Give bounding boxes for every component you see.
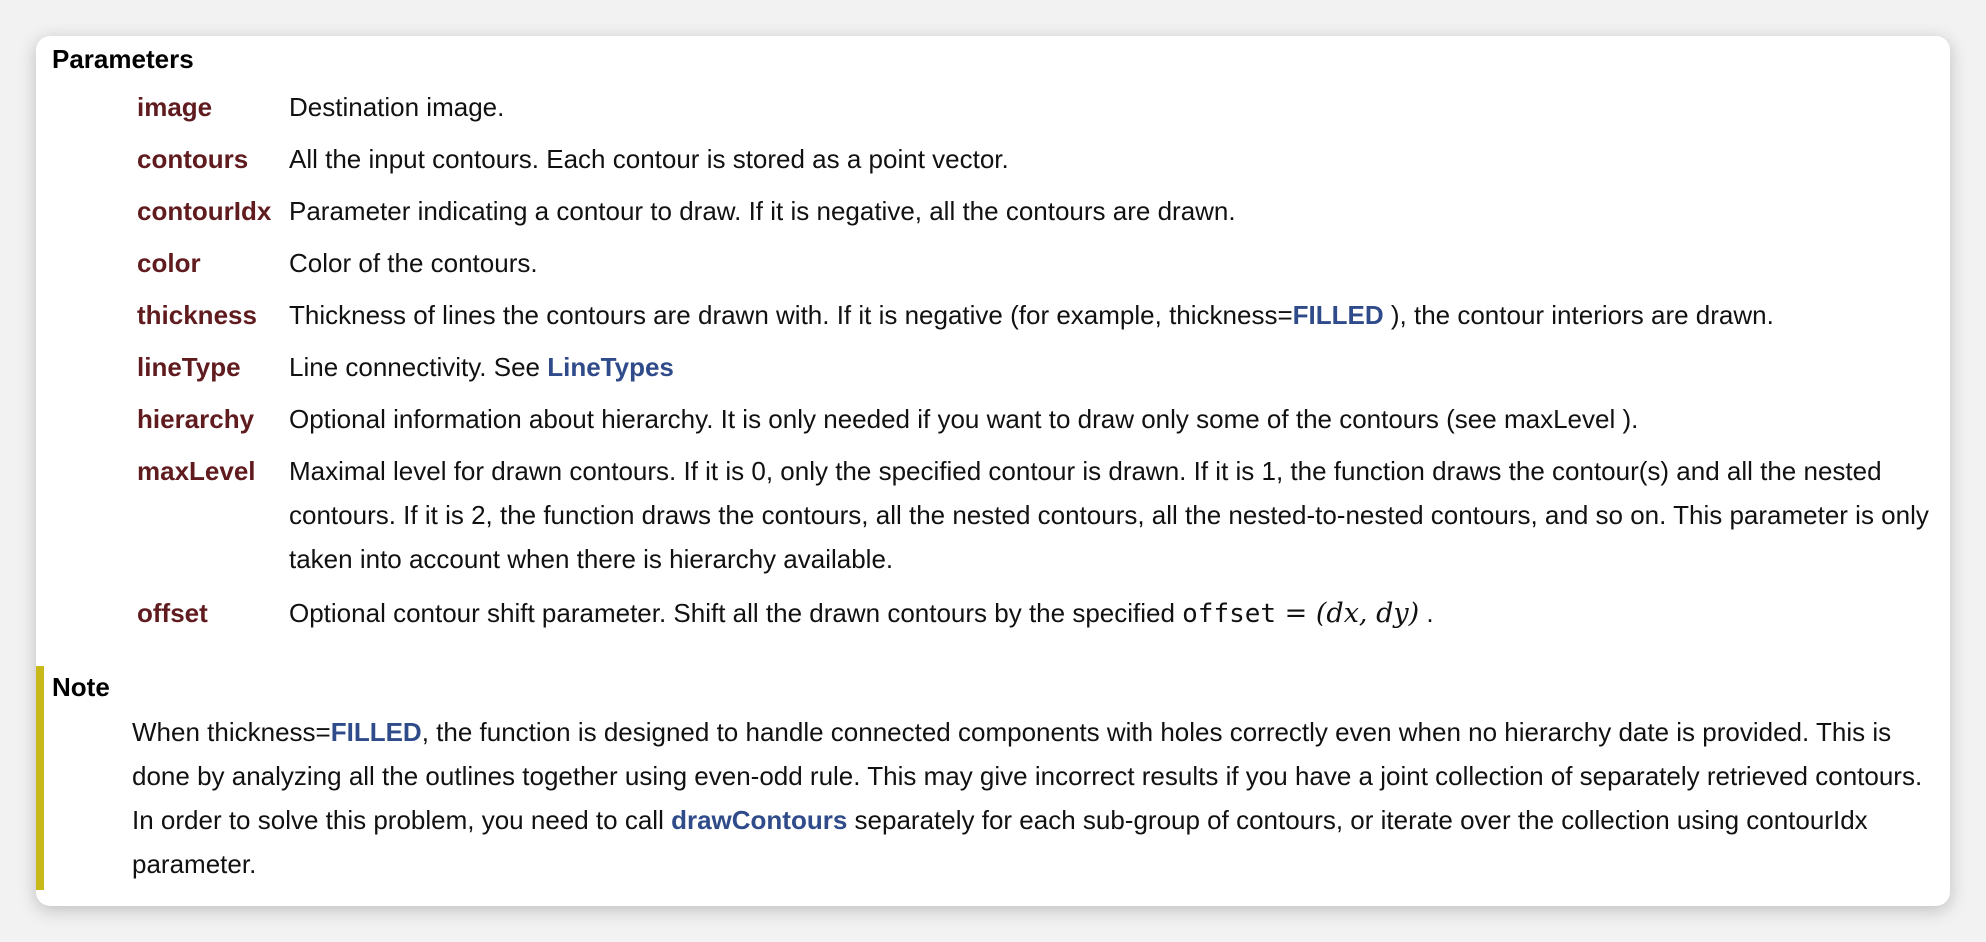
filled-link[interactable]: FILLED bbox=[1292, 300, 1384, 330]
param-name: color bbox=[137, 248, 201, 278]
param-desc-text: Optional contour shift parameter. Shift all the drawn contours by the specified bbox=[289, 598, 1183, 628]
param-name: maxLevel bbox=[137, 456, 256, 486]
note-text-part: separately for each sub-group of contours, or iterate over the collection using contourIdx parameter. bbox=[132, 805, 1868, 879]
param-name: image bbox=[137, 92, 213, 122]
note-text-part: , the function is designed to handle connected components with holes correctly even when no hierarchy date is provided. This is done by analyzing all the outlines together using even-odd rule. This may give incorrect results if you have a joint collection of separately retrieved contours. In order to solve this problem, you need to call bbox=[132, 717, 1923, 835]
param-desc bbox=[289, 347, 1937, 387]
param-desc: Parameter indicating a contour to draw. If it is negative, all the contours are drawn. bbox=[289, 196, 1236, 226]
param-desc bbox=[289, 593, 1937, 634]
linetypes-link[interactable]: LineTypes bbox=[547, 352, 674, 382]
param-name: offset bbox=[137, 598, 208, 628]
param-desc-text: Thickness of lines the contours are drawn with. If it is negative (for example, thickness= bbox=[289, 300, 1293, 330]
note-text bbox=[132, 710, 1932, 886]
drawcontours-link[interactable]: drawContours bbox=[671, 805, 848, 835]
param-desc: Color of the contours. bbox=[289, 248, 538, 278]
doc-card bbox=[36, 36, 1950, 906]
param-desc-text: . bbox=[1419, 598, 1434, 628]
param-desc-text: ), the contour interiors are drawn. bbox=[1383, 300, 1774, 330]
param-row-linetype bbox=[137, 347, 1937, 387]
param-row-image bbox=[137, 87, 1937, 127]
note-accent-bar bbox=[36, 666, 44, 890]
param-name: hierarchy bbox=[137, 404, 255, 434]
param-desc bbox=[289, 295, 1937, 335]
param-desc: Destination image. bbox=[289, 92, 505, 122]
param-desc: Optional information about hierarchy. It is only needed if you want to draw only some of the contours (see maxLevel ). bbox=[289, 404, 1639, 434]
param-row-offset bbox=[137, 593, 1937, 634]
note-heading: Note bbox=[52, 672, 110, 702]
param-desc-text: Line connectivity. See bbox=[289, 352, 548, 382]
param-desc: All the input contours. Each contour is stored as a point vector. bbox=[289, 144, 1009, 174]
math-equals: = bbox=[1276, 598, 1316, 629]
param-row-thickness bbox=[137, 295, 1937, 335]
math-expression: (dx, dy) bbox=[1315, 598, 1420, 629]
param-name: lineType bbox=[137, 352, 241, 382]
note-box bbox=[36, 666, 1950, 890]
param-name: contourIdx bbox=[137, 196, 272, 226]
param-name: thickness bbox=[137, 300, 257, 330]
param-row-color bbox=[137, 243, 1937, 283]
parameters-heading: Parameters bbox=[52, 44, 194, 74]
param-row-contouridx bbox=[137, 191, 1937, 231]
param-row-contours bbox=[137, 139, 1937, 179]
param-desc: Maximal level for drawn contours. If it is 0, only the specified contour is drawn. If it is 1, the function draws the contour(s) and all the nested contours. If it is 2, the function draws the contours, all the nested contours, all the nested-to-nested contours, and so on. This parameter is only taken into account when there is hierarchy available. bbox=[289, 456, 1929, 574]
param-name: contours bbox=[137, 144, 249, 174]
param-row-maxlevel bbox=[137, 451, 1937, 581]
note-filled-link[interactable]: FILLED bbox=[330, 717, 422, 747]
param-row-hierarchy bbox=[137, 399, 1937, 439]
offset-code: offset bbox=[1182, 599, 1277, 629]
parameters-list bbox=[137, 87, 1937, 646]
note-text-part: When thickness= bbox=[132, 717, 331, 747]
